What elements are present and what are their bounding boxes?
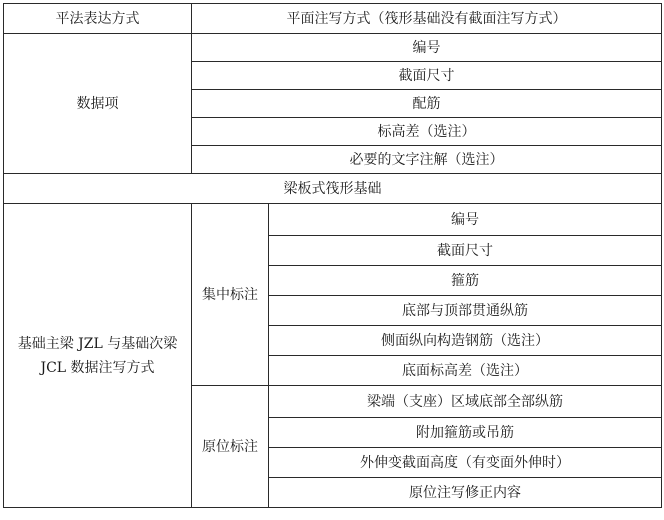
data-item-cell: 必要的文字注解（选注） [192, 146, 662, 174]
data-item-cell: 标高差（选注） [192, 118, 662, 146]
table-wrapper [3, 3, 662, 508]
data-item-cell: 编号 [192, 34, 662, 62]
section-title-row [4, 174, 662, 204]
table-row [4, 34, 662, 62]
centralized-label: 集中标注 [192, 204, 269, 386]
in-situ-label: 原位标注 [192, 386, 269, 508]
in-situ-item: 外伸变截面高度（有变面外伸时） [269, 448, 662, 478]
data-item-cell: 配筋 [192, 90, 662, 118]
in-situ-item: 原位注写修正内容 [269, 478, 662, 508]
centralized-item: 编号 [269, 204, 662, 236]
data-items-label: 数据项 [4, 34, 192, 174]
centralized-item: 箍筋 [269, 266, 662, 296]
foundation-annotation-table [3, 3, 662, 508]
in-situ-item: 梁端（支座）区域底部全部纵筋 [269, 386, 662, 418]
centralized-item: 侧面纵向构造钢筋（选注） [269, 326, 662, 356]
header-description: 平面注写方式（筏形基础没有截面注写方式） [192, 4, 662, 34]
centralized-item: 底面标高差（选注） [269, 356, 662, 386]
header-method: 平法表达方式 [4, 4, 192, 34]
beam-label [4, 204, 192, 508]
in-situ-item: 附加箍筋或吊筋 [269, 418, 662, 448]
beam-label-line2: JCL 数据注写方式 [40, 359, 155, 376]
centralized-item: 底部与顶部贯通纵筋 [269, 296, 662, 326]
section-title: 梁板式筏形基础 [4, 174, 662, 204]
header-row [4, 4, 662, 34]
data-item-cell: 截面尺寸 [192, 62, 662, 90]
beam-label-line1: 基础主梁 JZL 与基础次梁 [17, 335, 178, 352]
centralized-item: 截面尺寸 [269, 236, 662, 266]
table-row [4, 204, 662, 236]
